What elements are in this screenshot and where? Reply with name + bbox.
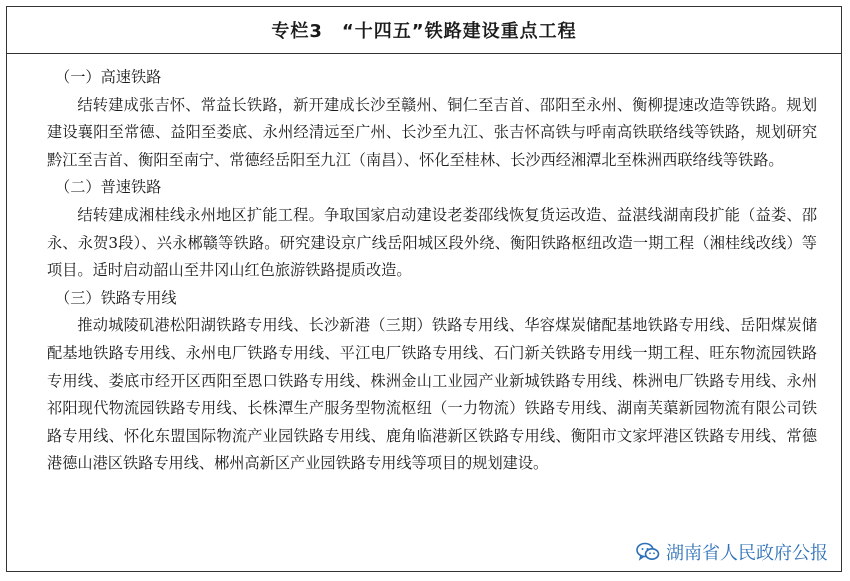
section-heading-dedicated-lines: （三）铁路专用线 [55,288,177,307]
section-body-high-speed: 结转建成张吉怀、常益长铁路，新开建成长沙至赣州、铜仁至吉首、邵阳至永州、衡柳提速改造等铁路。规划建设襄阳至常德、益阳至娄底、永州经清远至广州、长沙至九江、张吉怀高铁与呼南高铁联络线等铁路，规划研究黔江至吉首、衡阳至南宁、常德经岳阳至九江（南昌）、怀化至桂林、长沙西经湘潭北至株洲西联络线等铁路。 [47,95,817,169]
wechat-icon [636,542,660,562]
section-body-dedicated-lines: 推动城陵矶港松阳湖铁路专用线、长沙新港（三期）铁路专用线、华容煤炭储配基地铁路专用线、岳阳煤炭储配基地铁路专用线、永州电厂铁路专用线、平江电厂铁路专用线、石门新关铁路专用线一期工程、旺东物流园铁路专用线、娄底市经开区西阳至恩口铁路专用线、株洲金山工业园产业新城铁路专用线、株洲电厂铁路专用线、永州祁阳现代物流园铁路专用线、长株潭生产服务型物流枢纽（一力物流）铁路专用线、湖南芙蕖新园物流有限公司铁路专用线、怀化东盟国际物流产业园铁路专用线、鹿角临港新区铁路专用线、衡阳市文家坪港区铁路专用线、常德港德山港区铁路专用线、郴州高新区产业园铁路专用线等项目的规划建设。 [47,316,817,473]
section-heading-conventional: （二）普速铁路 [55,178,162,197]
section-heading-high-speed: （一）高速铁路 [55,68,162,86]
section-body-conventional: 结转建成湘桂线永州地区扩能工程。争取国家启动建设老娄邵线恢复货运改造、益湛线湖南段扩能（益娄、邵永、永贺3段）、兴永郴赣等铁路。研究建设京广线岳阳城区段外绕、衡阳铁路枢纽改造一期工程（湘桂线改线）等项目。适时启动韶山至井冈山红色旅游铁路提质改造。 [47,205,817,280]
column-title-bar [7,7,841,54]
watermark-text: 湖南省人民政府公报 [666,543,828,564]
watermark [632,537,832,567]
column-content [7,54,841,478]
column-title: 专栏3 “十四五”铁路建设重点工程 [271,21,577,42]
column-box [6,6,842,572]
